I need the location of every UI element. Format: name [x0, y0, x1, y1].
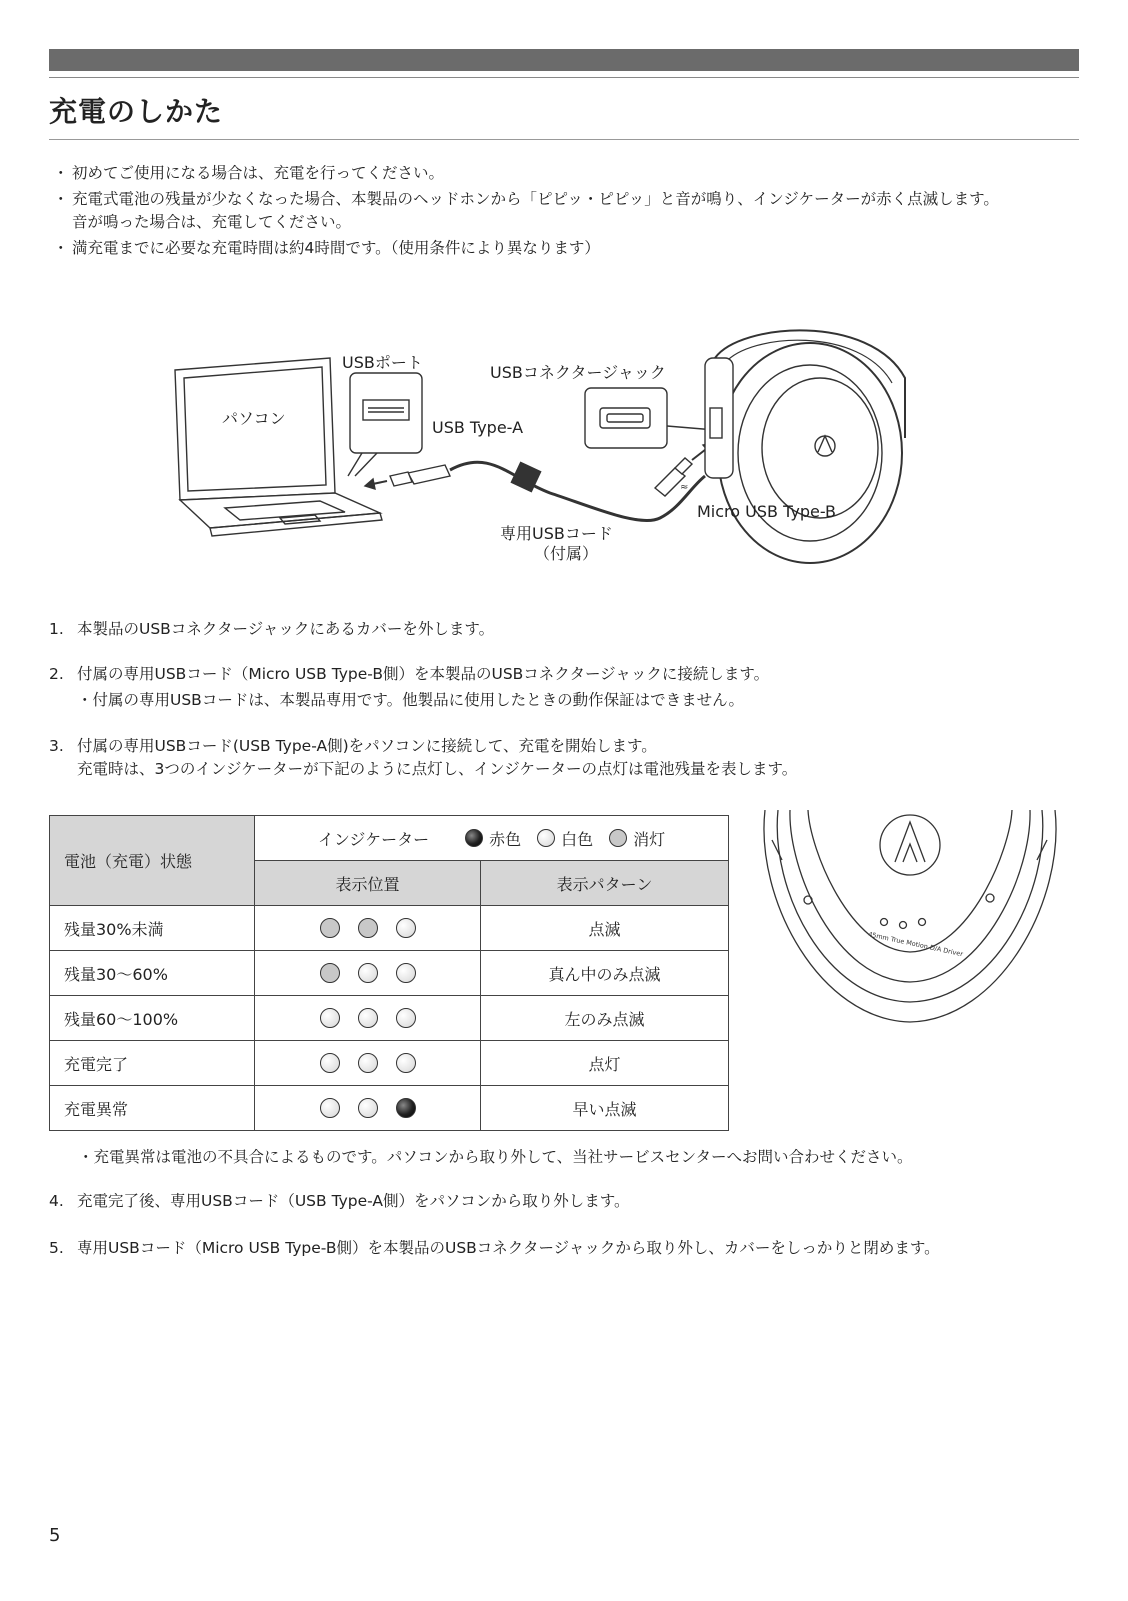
table-note: ・充電異常は電池の不具合によるものです。パソコンから取り外して、当社サービスセンターへお問い合わせください。	[78, 1148, 913, 1166]
step-text: 付属の専用USBコード(USB Type-A側)をパソコンに接続して、充電を開始します。	[77, 737, 657, 755]
step-subnote: 充電時は、3つのインジケーターが下記のように点灯し、インジケーターの点灯は電池残量を表します。	[77, 760, 798, 778]
indicator-white-icon	[320, 1008, 340, 1028]
step-3	[49, 735, 1099, 781]
step-text: 充電完了後、専用USBコード（USB Type-A側）をパソコンから取り外します。	[77, 1192, 630, 1210]
intro-bullet: ・ 満充電までに必要な充電時間は約4時間です。（使用条件により異なります）	[55, 237, 1095, 260]
state-cell: 充電異常	[50, 1086, 255, 1131]
indicator-white-icon	[358, 1008, 378, 1028]
title-rule	[49, 139, 1079, 140]
header-pattern: 表示パターン	[481, 861, 729, 906]
page-title: 充電のしかた	[49, 95, 224, 128]
step-4	[49, 1190, 1099, 1213]
intro-bullet: ・ 充電式電池の残量が少なくなった場合、本製品のヘッドホンから「ピピッ・ピピッ」と音が鳴り、インジケーターが赤く点滅します。	[55, 188, 1095, 211]
legend-white: 白色	[561, 829, 594, 849]
indicator-white-icon	[320, 1098, 340, 1118]
step-number: 1.	[49, 620, 64, 638]
intro-bullets	[55, 162, 1095, 263]
indicator-white-icon	[396, 1053, 416, 1073]
step-number: 5.	[49, 1239, 64, 1257]
charging-diagram	[170, 318, 910, 580]
legend-off: 消灯	[633, 829, 666, 849]
step-text: 専用USBコード（Micro USB Type-B側）を本製品のUSBコネクタージャックから取り外し、カバーをしっかりと閉めます。	[77, 1239, 940, 1257]
pattern-cell: 左のみ点滅	[481, 996, 729, 1041]
red-indicator-icon	[465, 829, 483, 847]
indicator-status-table	[49, 815, 729, 1131]
step-2	[49, 663, 1099, 712]
header-rule	[49, 77, 1079, 78]
indicator-white-icon	[358, 1053, 378, 1073]
label-connector-jack: USBコネクタージャック	[490, 363, 666, 382]
header-bar	[49, 49, 1079, 71]
step-number: 4.	[49, 1192, 64, 1210]
table-row	[50, 906, 729, 951]
state-cell: 充電完了	[50, 1041, 255, 1086]
step-subnote: ・付属の専用USBコードは、本製品専用です。他製品に使用したときの動作保証はできません。	[77, 691, 745, 709]
page-number: 5	[49, 1525, 61, 1546]
header-position: 表示位置	[255, 861, 481, 906]
state-cell: 残量60〜100%	[50, 996, 255, 1041]
off-indicator-icon	[609, 829, 627, 847]
pattern-cell: 点滅	[481, 906, 729, 951]
indicator-white-icon	[396, 918, 416, 938]
indicator-off-icon	[320, 963, 340, 983]
step-text: 本製品のUSBコネクタージャックにあるカバーを外します。	[77, 620, 495, 638]
pattern-cell: 点灯	[481, 1041, 729, 1086]
indicator-red-icon	[396, 1098, 416, 1118]
pattern-cell: 真ん中のみ点滅	[481, 951, 729, 996]
header-state: 電池（充電）状態	[50, 816, 255, 906]
table-row	[50, 996, 729, 1041]
label-cord-note: （付属）	[534, 544, 599, 563]
indicator-white-icon	[320, 1053, 340, 1073]
driver-label: 45mm True Motion D/A Driver	[867, 930, 964, 959]
label-usb-type-a: USB Type-A	[432, 418, 524, 437]
earcup-illustration	[760, 810, 1060, 1030]
white-indicator-icon	[537, 829, 555, 847]
step-5	[49, 1237, 1099, 1260]
label-pc: パソコン	[222, 409, 286, 428]
state-cell: 残量30%未満	[50, 906, 255, 951]
label-cord: 専用USBコード	[500, 524, 613, 543]
indicator-label: インジケーター	[317, 829, 430, 849]
intro-bullet: ・ 初めてご使用になる場合は、充電を行ってください。	[55, 162, 1095, 185]
step-number: 3.	[49, 737, 64, 755]
indicator-white-icon	[358, 963, 378, 983]
indicator-white-icon	[358, 1098, 378, 1118]
intro-bullet-continued: 音が鳴った場合は、充電してください。	[72, 213, 352, 231]
label-micro-usb: Micro USB Type-B	[697, 502, 837, 521]
indicator-off-icon	[320, 918, 340, 938]
state-cell: 残量30〜60%	[50, 951, 255, 996]
table-row	[50, 951, 729, 996]
step-text: 付属の専用USBコード（Micro USB Type-B側）を本製品のUSBコネクタージャックに接続します。	[77, 665, 770, 683]
svg-text:≈: ≈	[680, 482, 689, 493]
step-number: 2.	[49, 665, 64, 683]
table-row	[50, 1086, 729, 1131]
indicator-legend	[255, 816, 729, 861]
indicator-off-icon	[358, 918, 378, 938]
table-row	[50, 1041, 729, 1086]
label-usb-port: USBポート	[342, 353, 423, 372]
step-1	[49, 618, 1099, 641]
indicator-white-icon	[396, 963, 416, 983]
legend-red: 赤色	[489, 829, 522, 849]
pattern-cell: 早い点滅	[481, 1086, 729, 1131]
indicator-white-icon	[396, 1008, 416, 1028]
